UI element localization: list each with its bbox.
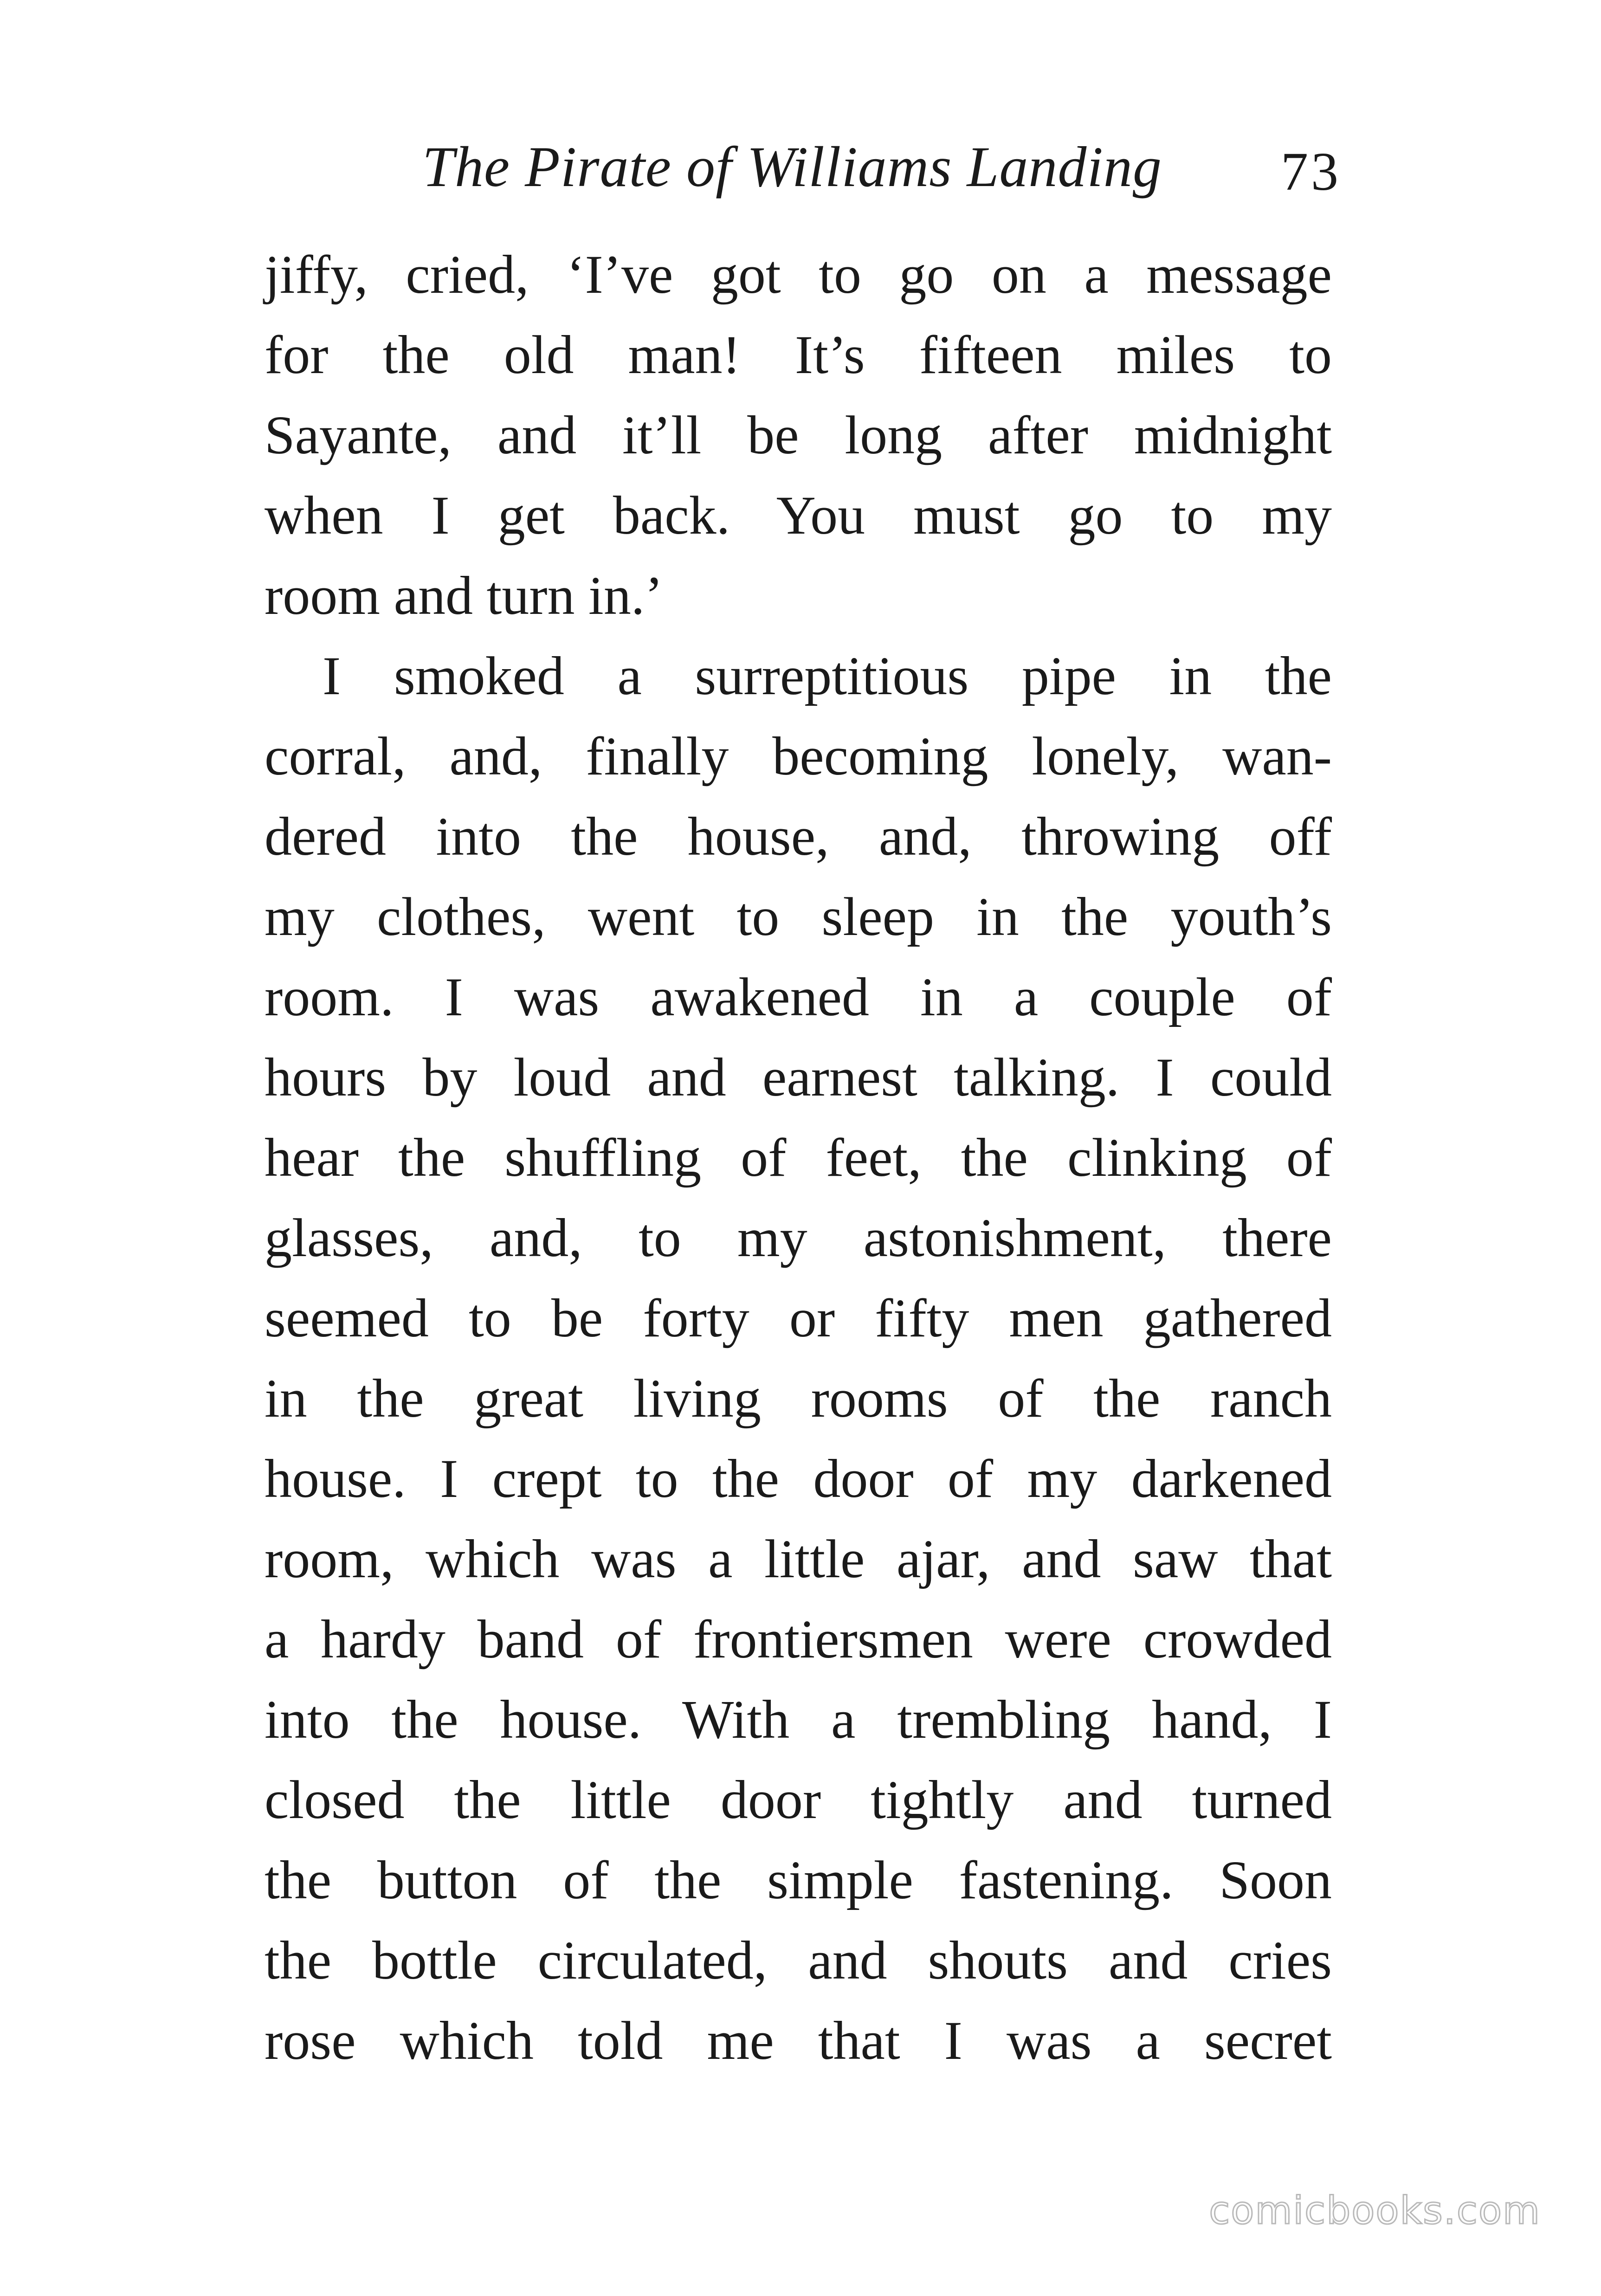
- text-line: house. I crept to the door of my darkened: [265, 1448, 1332, 1509]
- body-text: [265, 234, 1332, 2081]
- text-line: rose which told me that I was a secret: [265, 2010, 1332, 2071]
- text-line: the bottle circulated, and shouts and cries: [265, 1930, 1332, 1991]
- text-line: for the old man! It’s fifteen miles to: [265, 324, 1332, 385]
- text-line: jiffy, cried, ‘I’ve got to go on a message: [265, 244, 1332, 305]
- text-line: closed the little door tightly and turned: [265, 1769, 1332, 1830]
- text-line: room. I was awakened in a couple of: [265, 967, 1332, 1027]
- text-line: the button of the simple fastening. Soon: [265, 1850, 1332, 1910]
- text-line: dered into the house, and, throwing off: [265, 806, 1332, 867]
- text-line: room and turn in.’: [265, 565, 663, 626]
- text-line: seemed to be forty or fifty men gathered: [265, 1288, 1332, 1348]
- text-line: Sayante, and it’ll be long after midnight: [265, 405, 1332, 465]
- page-number: 73: [1281, 141, 1341, 202]
- running-title: The Pirate of Williams Landing: [422, 135, 1162, 199]
- text-line: in the great living rooms of the ranch: [265, 1368, 1332, 1429]
- text-line: into the house. With a trembling hand, I: [265, 1689, 1332, 1750]
- text-line: room, which was a little ajar, and saw that: [265, 1529, 1332, 1589]
- paragraph-first-line: I smoked a surreptitious pipe in the: [323, 645, 1332, 706]
- text-line: corral, and, finally becoming lonely, wan-: [265, 726, 1332, 787]
- text-line: my clothes, went to sleep in the youth’s: [265, 886, 1332, 947]
- text-line: a hardy band of frontiersmen were crowded: [265, 1609, 1332, 1670]
- watermark: comicbooks.com: [1209, 2189, 1541, 2233]
- text-line: hear the shuffling of feet, the clinking of: [265, 1127, 1332, 1188]
- running-header: [265, 125, 1341, 209]
- text-line: hours by loud and earnest talking. I could: [265, 1047, 1332, 1108]
- text-line: when I get back. You must go to my: [265, 485, 1332, 546]
- text-line: glasses, and, to my astonishment, there: [265, 1207, 1332, 1268]
